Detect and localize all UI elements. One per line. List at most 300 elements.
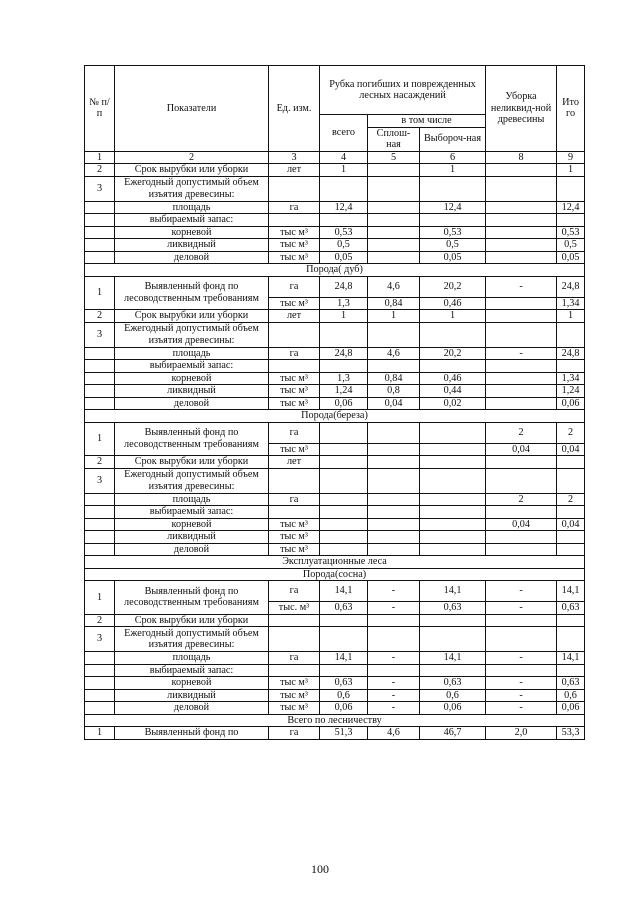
indicator-cell: выбираемый запас: <box>115 360 269 373</box>
indicator-cell: Ежегодный допустимый объем изъятия древесины: <box>115 176 269 201</box>
value-cell: га <box>269 276 320 297</box>
value-cell: 14,1 <box>420 581 486 602</box>
row-number-cell <box>85 493 115 506</box>
row-number-cell: 2 <box>85 310 115 323</box>
value-cell <box>368 506 420 519</box>
value-cell: га <box>269 201 320 214</box>
value-cell: 0,5 <box>557 239 585 252</box>
value-cell <box>486 664 557 677</box>
value-cell: 0,04 <box>557 443 585 456</box>
value-cell <box>320 468 368 493</box>
value-cell <box>368 226 420 239</box>
table-row <box>85 397 585 410</box>
value-cell: тыс м³ <box>269 226 320 239</box>
value-cell <box>486 214 557 227</box>
value-cell: 1 <box>420 164 486 177</box>
indicator-cell: площадь <box>115 347 269 360</box>
value-cell: - <box>486 677 557 690</box>
value-cell <box>320 506 368 519</box>
value-cell: - <box>486 702 557 715</box>
value-cell: 0,06 <box>557 702 585 715</box>
value-cell <box>486 239 557 252</box>
row-number-cell: 1 <box>85 581 115 615</box>
value-cell: тыс м³ <box>269 251 320 264</box>
value-cell <box>420 176 486 201</box>
value-cell <box>557 664 585 677</box>
value-cell: 0,04 <box>486 443 557 456</box>
value-cell: - <box>486 602 557 615</box>
value-cell <box>320 518 368 531</box>
indicator-cell: Ежегодный допустимый объем изъятия древесины: <box>115 627 269 652</box>
value-cell <box>269 627 320 652</box>
value-cell <box>269 664 320 677</box>
value-cell <box>557 176 585 201</box>
table-row <box>85 164 585 177</box>
row-number-cell: 2 <box>85 614 115 627</box>
table-row <box>85 372 585 385</box>
table-row <box>85 652 585 665</box>
row-number-cell: 1 <box>85 727 115 740</box>
value-cell <box>420 360 486 373</box>
value-cell <box>420 443 486 456</box>
value-cell: 53,3 <box>557 727 585 740</box>
table-row <box>85 214 585 227</box>
value-cell: - <box>486 276 557 297</box>
value-cell <box>557 543 585 556</box>
value-cell: тыс м³ <box>269 677 320 690</box>
value-cell <box>368 322 420 347</box>
value-cell <box>368 468 420 493</box>
value-cell <box>368 201 420 214</box>
value-cell: лет <box>269 456 320 469</box>
row-number-cell <box>85 239 115 252</box>
value-cell: 0,6 <box>320 689 368 702</box>
value-cell <box>320 543 368 556</box>
value-cell <box>420 518 486 531</box>
indicator-cell: выбираемый запас: <box>115 214 269 227</box>
value-cell: 0,6 <box>420 689 486 702</box>
table-row <box>85 456 585 469</box>
indicator-cell: Выявленный фонд по <box>115 727 269 740</box>
value-cell <box>368 614 420 627</box>
indicator-cell: деловой <box>115 702 269 715</box>
value-cell: 0,53 <box>420 226 486 239</box>
table-row <box>85 614 585 627</box>
row-number-cell <box>85 518 115 531</box>
section-title: Порода(сосна) <box>85 568 585 581</box>
column-index-cell: 2 <box>115 151 269 164</box>
row-number-cell: 1 <box>85 276 115 310</box>
row-number-cell <box>85 702 115 715</box>
value-cell <box>320 664 368 677</box>
value-cell <box>486 226 557 239</box>
value-cell <box>486 322 557 347</box>
value-cell: 1,34 <box>557 297 585 310</box>
value-cell: - <box>368 689 420 702</box>
value-cell: 0,06 <box>420 702 486 715</box>
value-cell <box>486 627 557 652</box>
indicator-cell: корневой <box>115 226 269 239</box>
indicator-cell: деловой <box>115 543 269 556</box>
value-cell <box>486 251 557 264</box>
row-number-cell <box>85 543 115 556</box>
row-number-cell <box>85 201 115 214</box>
value-cell: 12,4 <box>420 201 486 214</box>
indicator-cell: деловой <box>115 397 269 410</box>
header-total: Ито го <box>557 66 585 152</box>
value-cell: тыс м³ <box>269 543 320 556</box>
value-cell <box>486 397 557 410</box>
value-cell <box>368 456 420 469</box>
value-cell: - <box>486 581 557 602</box>
value-cell: 1 <box>557 164 585 177</box>
value-cell: 2 <box>557 422 585 443</box>
value-cell: 4,6 <box>368 347 420 360</box>
indicator-cell: Выявленный фонд по лесоводственным требованиям <box>115 422 269 456</box>
value-cell: 14,1 <box>557 581 585 602</box>
value-cell: 4,6 <box>368 727 420 740</box>
value-cell <box>320 322 368 347</box>
row-number-cell: 3 <box>85 627 115 652</box>
indicator-cell: выбираемый запас: <box>115 506 269 519</box>
value-cell: 1,3 <box>320 297 368 310</box>
row-number-cell <box>85 531 115 544</box>
value-cell <box>486 531 557 544</box>
row-number-cell: 3 <box>85 176 115 201</box>
indicator-cell: выбираемый запас: <box>115 664 269 677</box>
table-row <box>85 518 585 531</box>
section-title: Порода(береза) <box>85 410 585 423</box>
value-cell: - <box>368 581 420 602</box>
value-cell <box>420 627 486 652</box>
value-cell: тыс м³ <box>269 297 320 310</box>
value-cell <box>320 531 368 544</box>
value-cell <box>557 627 585 652</box>
value-cell <box>486 506 557 519</box>
value-cell <box>320 456 368 469</box>
header-including: в том числе <box>368 115 486 128</box>
value-cell: тыс м³ <box>269 689 320 702</box>
value-cell: 14,1 <box>420 652 486 665</box>
value-cell: 0,44 <box>420 385 486 398</box>
indicator-cell: Срок вырубки или уборки <box>115 614 269 627</box>
value-cell <box>486 468 557 493</box>
value-cell <box>269 214 320 227</box>
value-cell: - <box>368 602 420 615</box>
value-cell <box>320 214 368 227</box>
value-cell <box>320 360 368 373</box>
value-cell: тыс м³ <box>269 397 320 410</box>
table-row <box>85 276 585 297</box>
value-cell <box>486 385 557 398</box>
row-number-cell <box>85 689 115 702</box>
value-cell <box>486 201 557 214</box>
value-cell <box>486 310 557 323</box>
value-cell: га <box>269 493 320 506</box>
value-cell: 1,34 <box>557 372 585 385</box>
value-cell <box>269 614 320 627</box>
row-number-cell <box>85 506 115 519</box>
header-indicator: Показатели <box>115 66 269 152</box>
value-cell: 0,04 <box>368 397 420 410</box>
row-number-cell: 3 <box>85 468 115 493</box>
value-cell: - <box>486 689 557 702</box>
table-row <box>85 422 585 443</box>
row-number-cell: 1 <box>85 422 115 456</box>
value-cell <box>486 176 557 201</box>
table-row <box>85 310 585 323</box>
table-row <box>85 226 585 239</box>
value-cell: 0,04 <box>557 518 585 531</box>
value-cell: 1,3 <box>320 372 368 385</box>
value-cell <box>368 543 420 556</box>
value-cell <box>368 493 420 506</box>
table-row <box>85 531 585 544</box>
value-cell: 0,8 <box>368 385 420 398</box>
value-cell <box>368 239 420 252</box>
value-cell <box>486 164 557 177</box>
table-row <box>85 251 585 264</box>
table-row <box>85 689 585 702</box>
value-cell <box>486 614 557 627</box>
row-number-cell <box>85 385 115 398</box>
value-cell <box>368 164 420 177</box>
value-cell <box>368 518 420 531</box>
column-index-cell: 5 <box>368 151 420 164</box>
row-number-cell <box>85 652 115 665</box>
value-cell: - <box>368 652 420 665</box>
value-cell: 0,63 <box>557 677 585 690</box>
column-index-cell: 4 <box>320 151 368 164</box>
value-cell <box>368 664 420 677</box>
value-cell: тыс м³ <box>269 372 320 385</box>
indicator-cell: площадь <box>115 201 269 214</box>
value-cell <box>420 468 486 493</box>
table-row <box>85 347 585 360</box>
value-cell <box>420 614 486 627</box>
value-cell <box>368 176 420 201</box>
value-cell: 0,84 <box>368 372 420 385</box>
value-cell <box>486 456 557 469</box>
value-cell <box>368 443 420 456</box>
value-cell: га <box>269 727 320 740</box>
value-cell <box>486 297 557 310</box>
indicator-cell: Срок вырубки или уборки <box>115 456 269 469</box>
header-selective: Выбороч-ная <box>420 127 486 151</box>
value-cell: 24,8 <box>557 347 585 360</box>
row-number-cell: 3 <box>85 322 115 347</box>
section-title: Всего по лесничеству <box>85 714 585 727</box>
value-cell <box>320 176 368 201</box>
value-cell: 1,24 <box>320 385 368 398</box>
indicator-cell: ликвидный <box>115 531 269 544</box>
indicator-cell: Срок вырубки или уборки <box>115 310 269 323</box>
value-cell: 0,46 <box>420 297 486 310</box>
value-cell <box>486 543 557 556</box>
table-row <box>85 543 585 556</box>
column-index-cell: 1 <box>85 151 115 164</box>
value-cell: 0,6 <box>557 689 585 702</box>
table-row <box>85 493 585 506</box>
value-cell: 0,02 <box>420 397 486 410</box>
value-cell: 0,46 <box>420 372 486 385</box>
value-cell <box>486 372 557 385</box>
value-cell <box>420 322 486 347</box>
value-cell: 0,63 <box>320 602 368 615</box>
value-cell: га <box>269 652 320 665</box>
value-cell: тыс м³ <box>269 702 320 715</box>
value-cell: 1,24 <box>557 385 585 398</box>
value-cell: 0,63 <box>320 677 368 690</box>
value-cell: 2 <box>486 493 557 506</box>
indicator-cell: ликвидный <box>115 239 269 252</box>
table-row <box>85 702 585 715</box>
value-cell: 0,05 <box>320 251 368 264</box>
value-cell <box>368 422 420 443</box>
value-cell: 0,05 <box>420 251 486 264</box>
table-row <box>85 581 585 602</box>
value-cell: 24,8 <box>557 276 585 297</box>
page-number: 100 <box>311 862 329 876</box>
table-row <box>85 385 585 398</box>
value-cell: тыс м³ <box>269 385 320 398</box>
value-cell: 1 <box>320 310 368 323</box>
table-row <box>85 664 585 677</box>
column-index-cell: 6 <box>420 151 486 164</box>
value-cell <box>368 627 420 652</box>
indicator-cell: ликвидный <box>115 689 269 702</box>
value-cell: 24,8 <box>320 276 368 297</box>
header-total-cut: всего <box>320 115 368 152</box>
indicator-cell: корневой <box>115 518 269 531</box>
value-cell: 0,06 <box>320 702 368 715</box>
row-number-cell <box>85 360 115 373</box>
value-cell: 14,1 <box>557 652 585 665</box>
value-cell: 12,4 <box>320 201 368 214</box>
row-number-cell <box>85 251 115 264</box>
value-cell <box>320 422 368 443</box>
value-cell <box>320 614 368 627</box>
value-cell <box>368 531 420 544</box>
section-title: Порода( дуб) <box>85 264 585 277</box>
value-cell <box>420 422 486 443</box>
value-cell: - <box>368 677 420 690</box>
value-cell <box>557 506 585 519</box>
value-cell: тыс м³ <box>269 443 320 456</box>
value-cell: 14,1 <box>320 581 368 602</box>
value-cell <box>320 627 368 652</box>
value-cell: 0,06 <box>557 397 585 410</box>
value-cell <box>557 456 585 469</box>
row-number-cell <box>85 372 115 385</box>
value-cell <box>320 493 368 506</box>
value-cell: тыс м³ <box>269 531 320 544</box>
indicator-cell: Выявленный фонд по лесоводственным требованиям <box>115 581 269 615</box>
value-cell: га <box>269 347 320 360</box>
value-cell: 0,5 <box>320 239 368 252</box>
value-cell: лет <box>269 310 320 323</box>
value-cell: 51,3 <box>320 727 368 740</box>
value-cell <box>269 360 320 373</box>
value-cell <box>486 360 557 373</box>
table-row <box>85 176 585 201</box>
value-cell <box>269 176 320 201</box>
value-cell: 2 <box>557 493 585 506</box>
value-cell <box>269 506 320 519</box>
value-cell: - <box>368 702 420 715</box>
table-row <box>85 239 585 252</box>
value-cell <box>557 531 585 544</box>
value-cell <box>420 664 486 677</box>
row-number-cell <box>85 397 115 410</box>
header-cutting: Рубка погибших и поврежденных лесных насаждений <box>320 66 486 115</box>
value-cell <box>557 614 585 627</box>
value-cell: 14,1 <box>320 652 368 665</box>
row-number-cell <box>85 347 115 360</box>
row-number-cell <box>85 214 115 227</box>
row-number-cell: 2 <box>85 456 115 469</box>
value-cell <box>420 214 486 227</box>
row-number-cell <box>85 677 115 690</box>
value-cell <box>557 360 585 373</box>
value-cell: 0,84 <box>368 297 420 310</box>
table-row <box>85 506 585 519</box>
value-cell <box>420 456 486 469</box>
value-cell: 0,05 <box>557 251 585 264</box>
value-cell: 1 <box>320 164 368 177</box>
value-cell: 2,0 <box>486 727 557 740</box>
value-cell: 0,5 <box>420 239 486 252</box>
value-cell: 20,2 <box>420 276 486 297</box>
value-cell <box>368 360 420 373</box>
value-cell <box>420 506 486 519</box>
table-row <box>85 627 585 652</box>
table-row <box>85 360 585 373</box>
header-clear: Сплош-ная <box>368 127 420 151</box>
value-cell: га <box>269 422 320 443</box>
indicator-cell: площадь <box>115 652 269 665</box>
value-cell: - <box>486 347 557 360</box>
value-cell <box>420 543 486 556</box>
value-cell: га <box>269 581 320 602</box>
value-cell: 1 <box>420 310 486 323</box>
value-cell <box>420 493 486 506</box>
value-cell <box>557 468 585 493</box>
column-index-cell: 9 <box>557 151 585 164</box>
header-no: № п/п <box>85 66 115 152</box>
column-index-cell: 8 <box>486 151 557 164</box>
indicator-cell: Срок вырубки или уборки <box>115 164 269 177</box>
value-cell: 46,7 <box>420 727 486 740</box>
header-unit: Ед. изм. <box>269 66 320 152</box>
indicator-cell: Выявленный фонд по лесоводственным требованиям <box>115 276 269 310</box>
section-title: Эксплуатационные леса <box>85 556 585 569</box>
value-cell: 0,53 <box>320 226 368 239</box>
value-cell: 20,2 <box>420 347 486 360</box>
table-row <box>85 322 585 347</box>
indicator-cell: площадь <box>115 493 269 506</box>
value-cell: тыс м³ <box>269 239 320 252</box>
row-number-cell <box>85 664 115 677</box>
value-cell <box>368 251 420 264</box>
row-number-cell <box>85 226 115 239</box>
indicator-cell: Ежегодный допустимый объем изъятия древесины: <box>115 322 269 347</box>
indicator-cell: Ежегодный допустимый объем изъятия древесины: <box>115 468 269 493</box>
value-cell: 12,4 <box>557 201 585 214</box>
table-row <box>85 201 585 214</box>
value-cell: тыс м³ <box>269 518 320 531</box>
forest-cutting-table <box>84 65 585 740</box>
